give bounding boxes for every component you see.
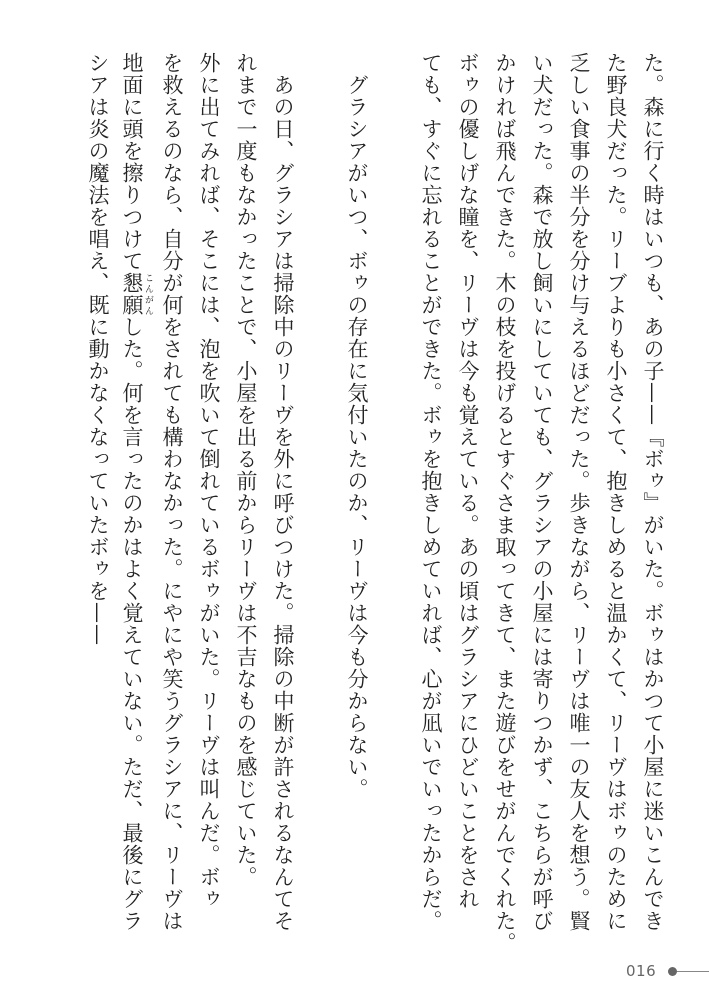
text-column: 乏しい食事の半分を分け与えるほどだった。歩きながら、リーヴは唯一の友人を想う。賢 <box>567 52 591 932</box>
text-column: あの日、グラシアは掃除中のリーヴを外に呼びつけた。掃除の中断が許されるなんてそ <box>271 52 295 932</box>
folio-rule <box>677 971 709 972</box>
blank-column <box>375 52 412 942</box>
text-column: れまで一度もなかったことで、小屋を出る前からリーヴは不吉なものを感じていた。 <box>234 52 258 888</box>
body-text <box>79 52 671 954</box>
ruby-base: 懇願 <box>120 272 144 316</box>
text-column: ボゥの優しげな瞳を、リーヴは今も覚えている。あの頃はグラシアにひどいことをされ <box>456 52 480 910</box>
page-number: 016 <box>626 962 657 980</box>
text-column: 外に出てみれば、そこには、泡を吹いて倒れているボゥがいた。リーヴは叫んだ。ボゥ <box>197 52 221 910</box>
text-segment: した。何を言ったのかはよく覚えていない。ただ、最後にグラ <box>120 316 144 932</box>
text-column: グラシアがいつ、ボゥの存在に気付いたのか、リーヴは今も分からない。 <box>345 52 369 800</box>
text-column: シアは炎の魔法を唱え、既に動かなくなっていたボゥを—— <box>86 52 110 646</box>
page-folio <box>626 962 709 980</box>
text-segment: 地面に頭を擦りつけて <box>120 52 144 272</box>
text-column: た。森に行く時はいつも、あの子——『ボゥ』がいた。ボゥはかつて小屋に迷いこんでき <box>641 52 665 932</box>
text-column: た野良犬だった。リーブよりも小さくて、抱きしめると温かくて、リーヴはボゥのために <box>604 52 628 932</box>
text-column: かければ飛んできた。木の枝を投げるとすぐさま取ってきて、また遊びをせがんでくれた。 <box>493 52 517 954</box>
text-column: ても、すぐに忘れることができた。ボゥを抱きしめていれば、心が凪いでいったからだ。 <box>419 52 443 932</box>
text-column-with-ruby <box>116 52 153 942</box>
text-column: を救えるのなら、自分が何をされても構わなかった。にやにや笑うグラシアに、リーヴは <box>160 52 184 932</box>
blank-column <box>301 52 338 942</box>
text-column: い犬だった。森で放し飼いにしていても、グラシアの小屋には寄りつかず、こちらが呼び <box>530 52 554 932</box>
ruby-word <box>120 272 153 316</box>
folio-dot-icon <box>668 967 677 976</box>
ruby-reading: こんがん <box>143 272 153 316</box>
